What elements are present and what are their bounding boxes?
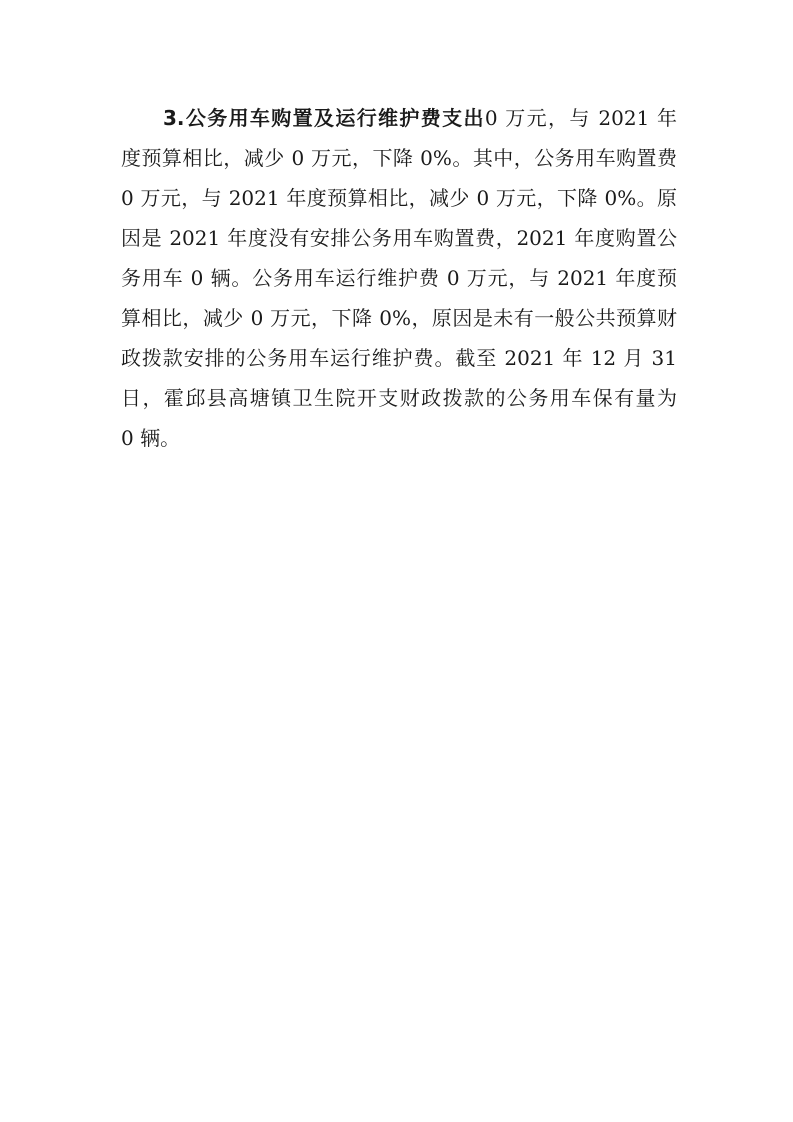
paragraph-line-9: 0 辆。 [121, 426, 181, 450]
paragraph-line-6: 算相比，减少 0 万元，下降 0%，原因是未有一般公共预算财 [121, 306, 677, 330]
heading-line-text: 0 万元，与 2021 年 [484, 106, 677, 130]
paragraph-line-8: 日，霍邱县高塘镇卫生院开支财政拨款的公务用车保有量为 [121, 386, 677, 410]
paragraph-line-7: 政拨款安排的公务用车运行维护费。截至 2021 年 12 月 31 [121, 346, 677, 370]
paragraph-line-3: 0 万元，与 2021 年度预算相比，减少 0 万元，下降 0%。原 [121, 186, 677, 210]
paragraph-line-2: 度预算相比，减少 0 万元，下降 0%。其中，公务用车购置费 [121, 146, 677, 170]
paragraph-line-5: 务用车 0 辆。公务用车运行维护费 0 万元，与 2021 年度预 [121, 266, 677, 290]
body-paragraph [121, 98, 677, 458]
paragraph-line-1 [121, 98, 677, 138]
paragraph-line-4: 因是 2021 年度没有安排公务用车购置费，2021 年度购置公 [121, 226, 677, 250]
section-heading: 3.公务用车购置及运行维护费支出 [163, 106, 485, 130]
